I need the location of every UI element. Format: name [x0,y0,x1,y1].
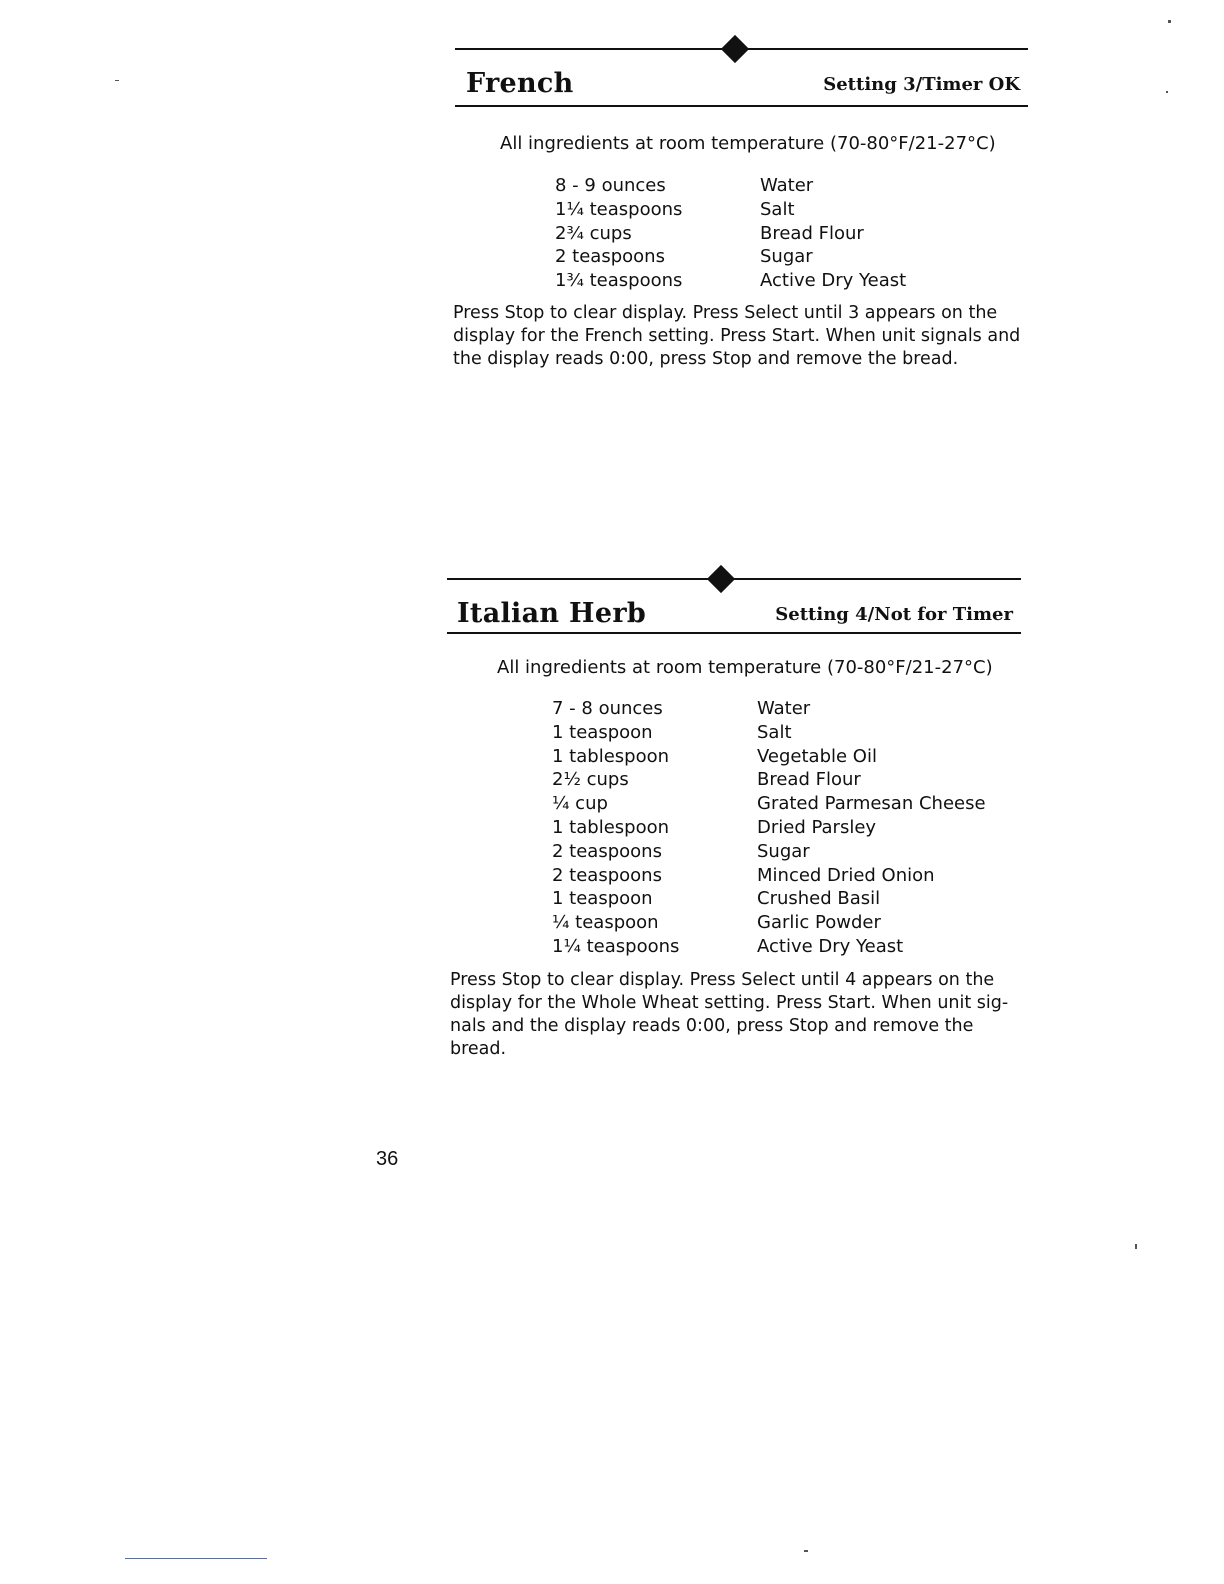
instruction-line: nals and the display reads 0:00, press Stop and remove the [450,1016,974,1036]
ingredient-quantity: 1 tablespoon [552,745,669,767]
ingredient-name: Minced Dried Onion [757,864,935,886]
instruction-line: display for the French setting. Press Start. When unit signals and [453,326,1021,346]
ingredient-row [555,245,975,269]
ingredient-row [555,174,975,198]
scan-speck [115,80,119,81]
ingredient-name: Bread Flour [757,769,861,791]
ingredient-row [552,864,992,888]
ingredient-name: Sugar [757,840,810,862]
ingredient-row [555,198,975,222]
ingredient-quantity: 2¾ cups [555,222,632,244]
ingredient-name: Active Dry Yeast [757,935,904,957]
ingredient-row [552,792,992,816]
scan-speck [804,1550,808,1552]
ingredient-name: Salt [757,721,792,743]
ingredient-name: Vegetable Oil [757,745,877,767]
footer-rule [125,1558,267,1559]
diamond-ornament-icon [707,565,735,593]
ingredient-quantity: 1¼ teaspoons [555,198,683,220]
instruction-line: Press Stop to clear display. Press Select until 4 appears on the [450,970,995,990]
instruction-line: the display reads 0:00, press Stop and remove the bread. [453,349,959,369]
ingredient-row [552,745,992,769]
ingredient-row [555,269,975,293]
ingredient-name: Water [760,175,814,196]
ingredient-row [552,840,992,864]
ingredient-name: Dried Parsley [757,816,877,838]
ingredient-quantity: 2 teaspoons [552,840,662,862]
instruction-line: Press Stop to clear display. Press Select until 3 appears on the [453,303,998,323]
scan-speck [1166,91,1168,93]
recipe-french [455,36,1028,376]
instructions [450,969,1008,1061]
ingredient-quantity: 1¼ teaspoons [552,935,680,957]
recipe-setting: Setting 4/Not for Timer [775,604,1013,625]
ingredient-name: Sugar [760,246,813,268]
ingredient-row [552,721,992,745]
ingredient-quantity: 2½ cups [552,769,629,791]
ingredient-name: Garlic Powder [757,912,881,934]
recipe-title: Italian Herb [457,598,647,629]
ingredient-quantity: 8 - 9 ounces [555,175,666,196]
ingredient-row [552,935,992,959]
page-number: 36 [376,1148,399,1170]
ingredient-list [555,174,975,293]
temperature-note: All ingredients at room temperature (70-80°F/21-27°C) [500,133,996,154]
ingredient-quantity: ¼ teaspoon [552,912,659,934]
ingredient-quantity: 2 teaspoons [555,246,665,268]
ingredient-quantity: 1 teaspoon [552,888,653,910]
instructions [453,302,1020,371]
ingredient-quantity: ¼ cup [552,793,608,815]
temperature-note: All ingredients at room temperature (70-80°F/21-27°C) [497,657,993,678]
scan-speck [1168,20,1171,23]
ingredient-row [552,768,992,792]
ingredient-quantity: 1 tablespoon [552,816,669,838]
instruction-line: bread. [450,1039,507,1059]
scan-speck [1135,1244,1137,1249]
recipe-italian-herb [447,566,1021,1066]
ingredient-quantity: 1¾ teaspoons [555,270,683,292]
ingredient-row [552,887,992,911]
ingredient-row [555,222,975,246]
ingredient-row [552,911,992,935]
ingredient-list [552,697,992,959]
title-underline [455,105,1028,107]
ingredient-name: Grated Parmesan Cheese [757,793,986,815]
ingredient-name: Crushed Basil [757,888,881,910]
ingredient-name: Bread Flour [760,222,864,244]
ingredient-quantity: 1 teaspoon [552,721,653,743]
ingredient-row [552,697,992,721]
ingredient-quantity: 7 - 8 ounces [552,698,663,719]
recipe-title: French [466,68,574,99]
ingredient-quantity: 2 teaspoons [552,864,662,886]
instruction-line: display for the Whole Wheat setting. Press Start. When unit sig- [450,993,1009,1013]
title-underline [447,632,1021,634]
ingredient-name: Active Dry Yeast [760,270,907,292]
ingredient-name: Water [757,698,811,719]
ingredient-row [552,816,992,840]
diamond-ornament-icon [721,35,749,63]
recipe-setting: Setting 3/Timer OK [823,74,1020,95]
ingredient-name: Salt [760,198,795,220]
